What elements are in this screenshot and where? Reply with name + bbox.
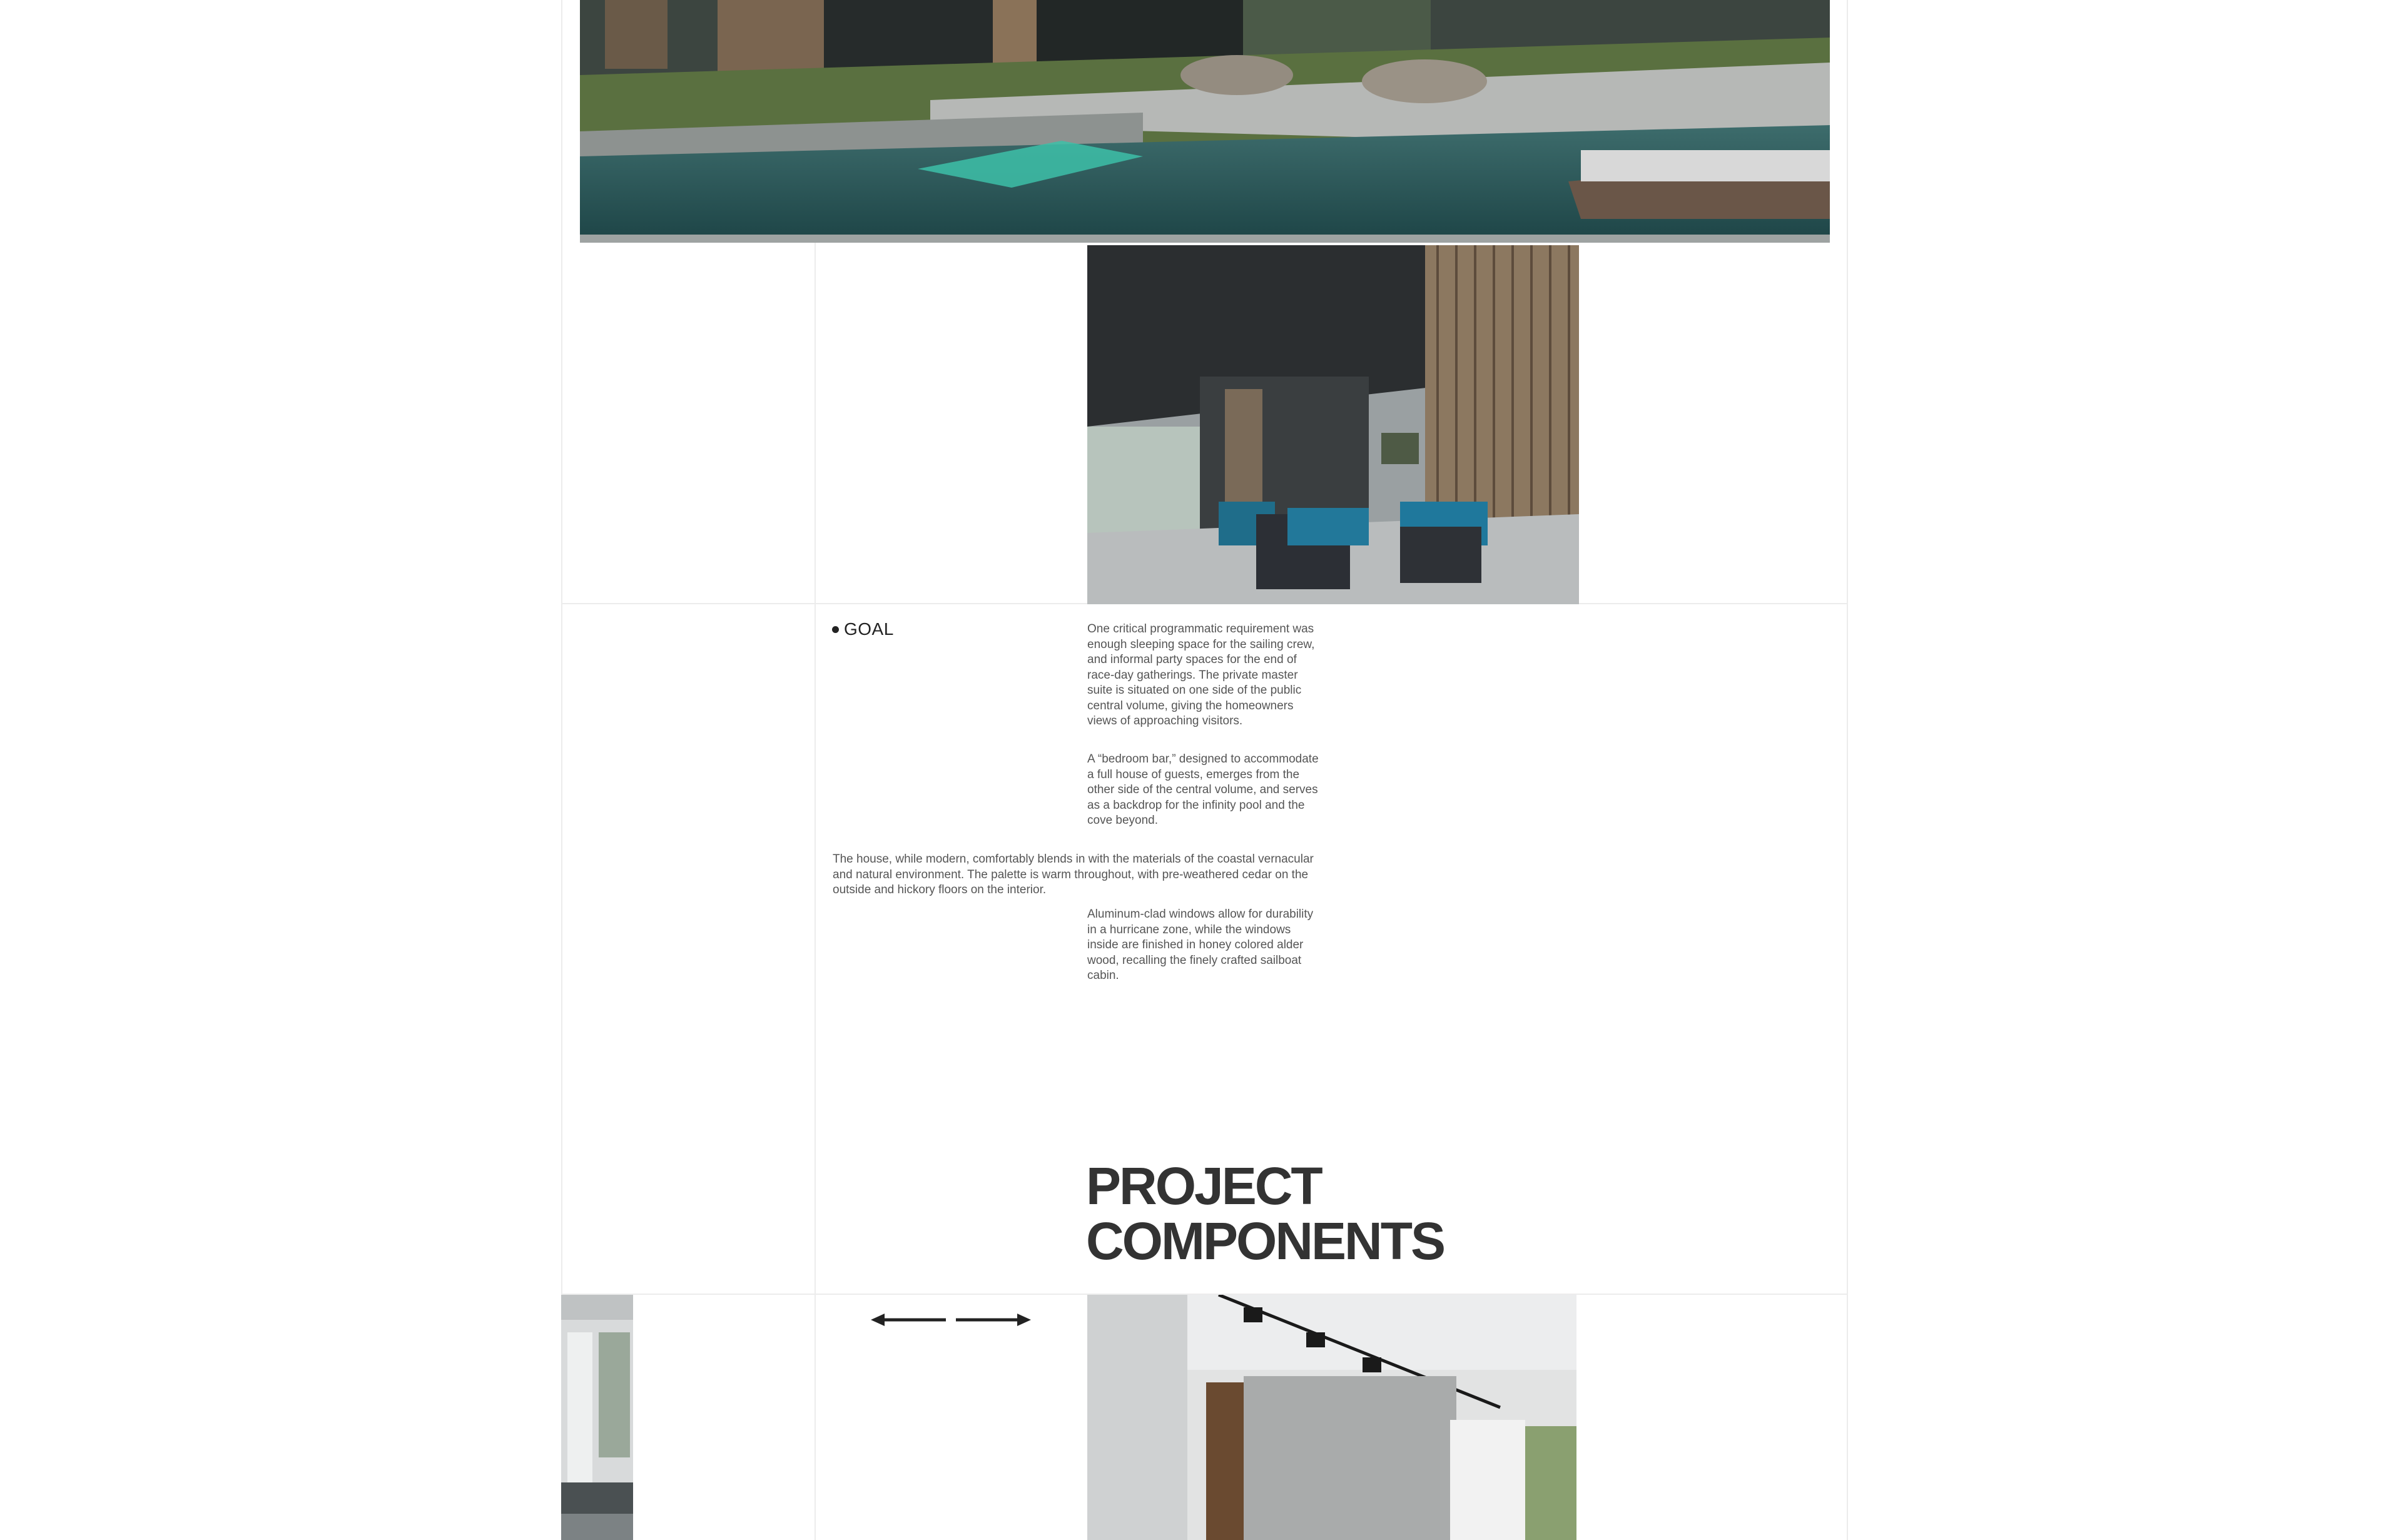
paragraph-materials: The house, while modern, comfortably blends in with the materials of the coastal vernacular and natural environment. The palette is warm throughout, with pre-weathered cedar on the outside and hickory floors on the interior. <box>833 853 1314 896</box>
goal-label <box>832 619 894 639</box>
interior-partial-photo[interactable] <box>561 1295 633 1540</box>
paragraph-windows: Aluminum-clad windows allow for durability in a hurricane zone, while the windows inside are finished in honey colored alder wood, recalling the finely crafted sailboat cabin. <box>1087 908 1314 982</box>
bullet-icon <box>832 626 839 633</box>
section-heading <box>1086 1158 1444 1269</box>
goal-label-text: GOAL <box>844 619 894 639</box>
pool-terrace-photo <box>580 0 1830 243</box>
veranda-chairs-photo <box>1087 245 1579 604</box>
section-heading-line-1: PROJECT <box>1086 1157 1321 1215</box>
grid-line-right <box>1847 0 1848 1540</box>
arrow-right-icon[interactable] <box>954 1307 1032 1332</box>
slider-controls <box>870 1307 1032 1332</box>
interior-fireplace-photo[interactable] <box>1087 1295 1576 1540</box>
paragraph-requirements: One critical programmatic requirement was enough sleeping space for the sailing crew, and informal party spaces for the end of race-day gatherings. The private master suite is situated on one side of the public central volume, giving the homeowners views of approaching visitors. <box>1087 622 1315 727</box>
section-heading-line-2: COMPONENTS <box>1086 1212 1444 1270</box>
arrow-left-icon[interactable] <box>870 1307 948 1332</box>
paragraph-bedroom-bar: A “bedroom bar,” designed to accommodate a full house of guests, emerges from the other side of the central volume, and serves as a backdrop for the infinity pool and the cove beyond. <box>1087 752 1319 827</box>
